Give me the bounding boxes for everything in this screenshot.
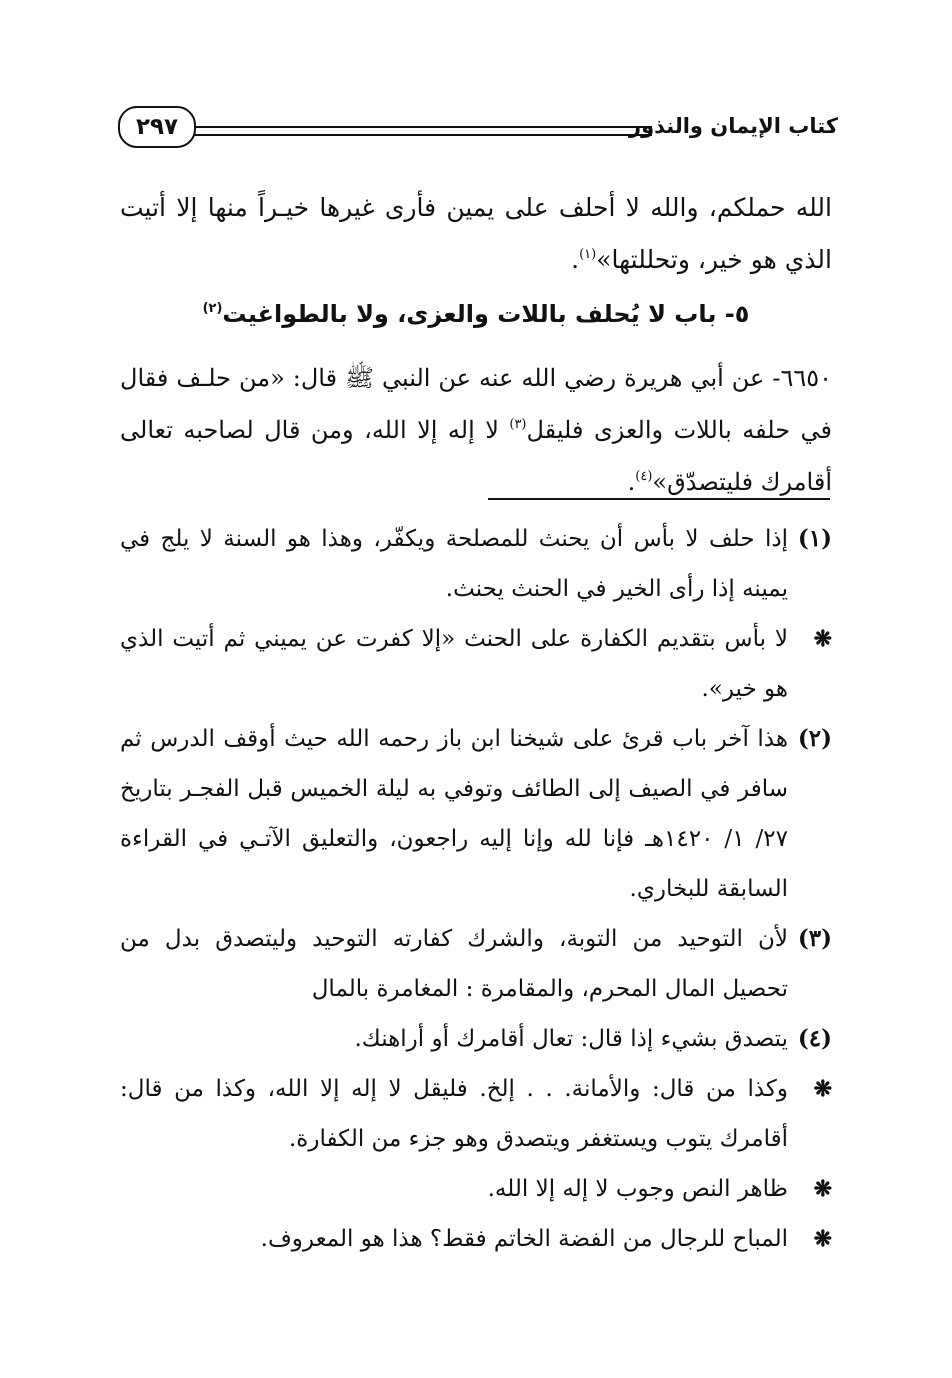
footnote-text: ظاهر النص وجوب لا إله إلا الله. (487, 1176, 788, 1202)
footnote-text: إذا حلف لا بأس أن يحنث للمصلحة ويكفّر، وهذا هو السنة لا يلج في يمينه إذا رأى الخير في الحنث يحنث. (120, 526, 788, 602)
header-rule (188, 126, 652, 136)
page-number: ٢٩٧ (118, 106, 196, 148)
asterism-icon: ❋ (813, 1176, 832, 1202)
footnote-text: وكذا من قال: والأمانة. . . إلخ. فليقل لا إله إلا الله، وكذا من قال: أقامرك يتوب ويستغفر ويتصدق وهو جزء من الكفارة. (120, 1076, 788, 1152)
footnote-4 (120, 1014, 832, 1064)
footnote-text: يتصدق بشيء إذا قال: تعال أقامرك أو أراهنك. (354, 1026, 788, 1052)
footnote-text: لا بأس بتقديم الكفارة على الحنث «إلا كفرت عن يميني ثم أتيت الذي هو خير». (120, 626, 788, 702)
footnote-2 (120, 714, 832, 914)
book-title: كتاب الإيمان والنذور (629, 114, 838, 138)
footnote-text: المباح للرجال من الفضة الخاتم فقط؟ هذا هو المعروف. (260, 1226, 788, 1252)
footnote-comment (120, 614, 832, 714)
asterism-icon: ❋ (813, 1226, 832, 1252)
footnote-text: هذا آخر باب قرئ على شيخنا ابن باز رحمه الله حيث أوقف الدرس ثم سافر في الصيف إلى الطائف وتوفي به ليلة الخميس قبل الفجـر بتاريخ ٢٧/ ١/ ١٤٢٠هـ فإنا لله وإنا إليه راجعون، والتعليق الآتـي في القراءة السابقة للبخاري. (120, 726, 789, 902)
hadith-paragraph (120, 352, 832, 508)
continuation-paragraph (120, 182, 832, 286)
footnote-1 (120, 514, 832, 614)
footnote-3 (120, 914, 832, 1014)
footnote-ref-1: (١) (579, 247, 597, 262)
footnote-text: لأن التوحيد من التوبة، والشرك كفارته التوحيد وليتصدق بدل من تحصيل المال المحرم، والمقامرة : المغامرة بالمال (120, 926, 788, 1002)
footnote-ref-2: (٢) (202, 301, 223, 316)
page-header (118, 100, 838, 156)
footnote-mark: (٣) (797, 925, 832, 952)
hadith-text-part2: لا إله إلا الله، ومن قال لصاحبه تعالى أقامرك فليتصدّق» (120, 416, 832, 496)
footnotes (120, 514, 832, 1264)
paragraph-text: الله حملكم، والله لا أحلف على يمين فأرى غيرها خيـراً منها إلا أتيت الذي هو خير، وتحللتها» (120, 193, 832, 274)
chapter-heading-text: ٥- باب لا يُحلف باللات والعزى، ولا بالطواغيت (222, 300, 750, 328)
footnote-comment (120, 1164, 832, 1214)
footnote-mark: (٢) (797, 725, 832, 752)
hadith-end: . (627, 468, 636, 496)
paragraph-end: . (571, 245, 580, 274)
footnote-ref-4: (٤) (635, 469, 653, 484)
footnote-mark: (٤) (797, 1025, 832, 1052)
footnote-comment (120, 1214, 832, 1264)
hadith-text-part1: ٦٦٥٠- عن أبي هريرة رضي الله عنه عن النبي ﷺ قال: «من حلـف فقال في حلفه باللات والعزى فليقل (120, 364, 832, 444)
footnote-divider (488, 498, 830, 500)
footnote-ref-3: (٣) (509, 417, 527, 432)
asterism-icon: ❋ (813, 1076, 832, 1102)
asterism-icon: ❋ (813, 626, 832, 652)
footnote-mark: (١) (797, 525, 832, 552)
chapter-heading (120, 292, 832, 336)
footnote-comment (120, 1064, 832, 1164)
